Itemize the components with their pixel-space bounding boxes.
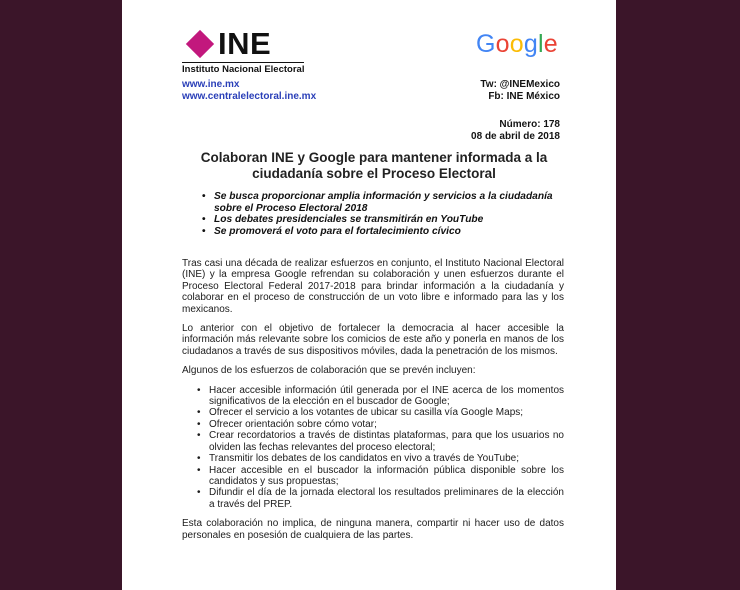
ine-website-link[interactable]: www.ine.mx xyxy=(182,79,240,90)
google-letter: G xyxy=(476,30,496,58)
closing-paragraph: Esta colaboración no implica, de ninguna manera, compartir ni hacer uso de datos personales en posesión de cualquiera de las partes. xyxy=(182,518,564,541)
release-meta xyxy=(471,119,560,143)
efforts-list xyxy=(182,385,564,510)
google-letter: o xyxy=(509,30,524,58)
release-title: Colaboran INE y Google para mantener informada a la ciudadanía sobre el Proceso Electoral xyxy=(200,150,548,181)
social-handles xyxy=(480,79,560,103)
institution-name: Instituto Nacional Electoral xyxy=(182,64,305,75)
release-number: Número: 178 xyxy=(499,119,560,130)
effort-item: • Hacer accesible en el buscador la información pública disponible sobre los candidatos y sus propuestas; xyxy=(182,465,564,488)
google-letter: g xyxy=(523,30,538,58)
central-electoral-link[interactable]: www.centralelectoral.ine.mx xyxy=(182,91,317,102)
effort-item: • Hacer accesible información útil generada por el INE acerca de los momentos significativos de la elección en el buscador de Google; xyxy=(182,385,564,408)
website-links xyxy=(182,79,316,103)
google-letter: l xyxy=(537,30,544,58)
body-paragraph: Lo anterior con el objetivo de fortalecer la democracia al hacer accesible la información más relevante sobre los comicios de este año y ponerla en manos de los ciudadanos a través de sus dispositivos móviles, dada la penetración de los mismos. xyxy=(182,323,564,357)
effort-item: • Crear recordatorios a través de distintas plataformas, para que los usuarios no olviden las fechas relevantes del proceso electoral; xyxy=(182,430,564,453)
body-paragraph: Algunos de los esfuerzos de colaboración que se prevén incluyen: xyxy=(182,365,476,377)
twitter-handle: Tw: @INEMexico xyxy=(480,79,560,90)
release-body xyxy=(182,258,564,549)
ine-diamond-icon xyxy=(186,30,214,58)
effort-item: • Ofrecer el servicio a los votantes de ubicar su casilla vía Google Maps; xyxy=(182,407,564,418)
effort-item: • Ofrecer orientación sobre cómo votar; xyxy=(182,419,564,430)
highlight-item: • Se busca proporcionar amplia información y servicios a la ciudadanía sobre el Proceso Electoral 2018 xyxy=(202,191,570,214)
release-date: 08 de abril de 2018 xyxy=(471,131,560,142)
highlight-item: • Los debates presidenciales se transmitirán en YouTube xyxy=(202,214,570,226)
highlight-item: • Se promoverá el voto para el fortalecimiento cívico xyxy=(202,226,570,238)
effort-item: • Difundir el día de la jornada electoral los resultados preliminares de la elección a través del PREP. xyxy=(182,487,564,510)
highlights-list xyxy=(202,191,570,237)
effort-item: • Transmitir los debates de los candidatos en vivo a través de YouTube; xyxy=(182,453,564,464)
google-letter: e xyxy=(543,30,558,58)
google-letter: o xyxy=(495,30,510,58)
facebook-handle: Fb: INE México xyxy=(488,91,560,102)
google-logo xyxy=(476,30,558,59)
press-release-page xyxy=(122,0,616,590)
ine-logo xyxy=(182,28,304,75)
ine-logo-text: INE xyxy=(218,26,272,61)
body-paragraph: Tras casi una década de realizar esfuerzos en conjunto, el Instituto Nacional Electoral (INE) y la empresa Google refrendan su colaboración y unen esfuerzos durante el Proceso Electoral Federal 2017-2018 para brindar información a la ciudadanía y colaborar en el proceso de construcción de un voto libre e informado para las y los mexicanos. xyxy=(182,258,564,315)
